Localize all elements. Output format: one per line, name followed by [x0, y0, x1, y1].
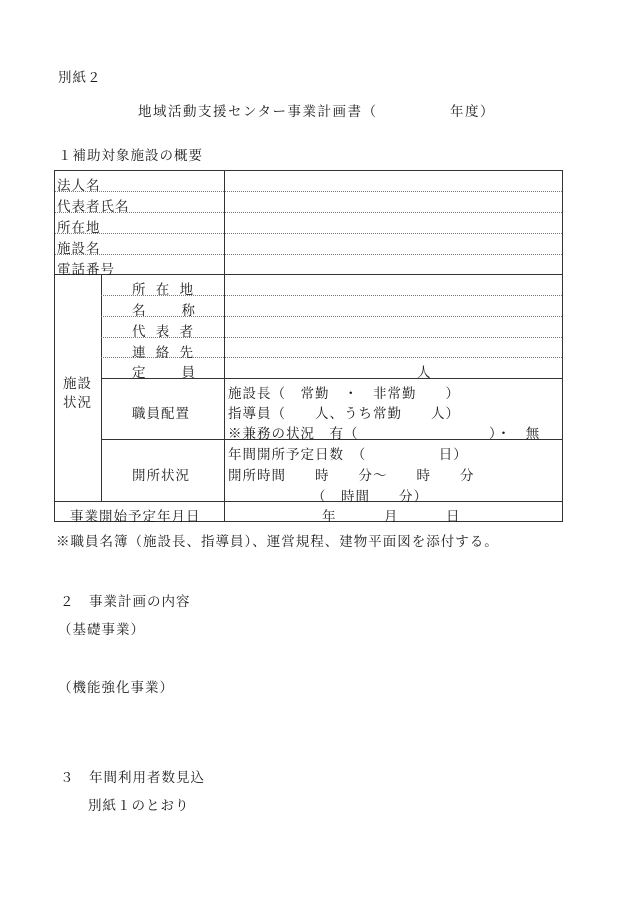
attachment-label: 別紙２: [58, 70, 102, 86]
staff-line-instructor: 指導員（ 人、うち常勤 人）: [228, 406, 460, 422]
section1-heading: １補助対象施設の概要: [58, 148, 203, 164]
section3-body: 別紙１のとおり: [88, 798, 190, 814]
opening-line-hours: 開所時間 時 分～ 時 分: [228, 468, 475, 484]
section2-enhanced-project: （機能強化事業）: [58, 680, 174, 696]
opening-line-days: 年間開所予定日数 （ 日）: [228, 447, 468, 463]
table-divider-value: [224, 171, 225, 521]
label-facility-representative: 代 表 者: [132, 324, 197, 340]
staff-line-concurrent: ※兼務の状況 有（ ）・ 無: [228, 426, 541, 442]
staff-line-director: 施設長（ 常勤 ・ 非常勤 ）: [228, 386, 460, 402]
label-opening-status: 開所状況: [132, 468, 190, 484]
label-facility-name: 施設名: [57, 241, 101, 257]
label-facility-capacity: 定 員: [132, 365, 198, 381]
attachment-note: ※職員名簿（施設長、指導員）、運営規程、建物平面図を添付する。: [56, 534, 499, 550]
label-facility-title: 名 称: [132, 303, 198, 319]
table-rule: [55, 233, 562, 234]
section2-heading: ２ 事業計画の内容: [60, 594, 191, 610]
title-main: 地域活動支援センター事業計画書（: [138, 104, 378, 120]
label-staff-allocation: 職員配置: [132, 406, 190, 422]
start-date-year: 年: [322, 509, 337, 525]
facility-group-label-1: 施設: [63, 376, 92, 392]
label-representative-name: 代表者氏名: [57, 199, 130, 215]
label-phone-number: 電話番号: [57, 262, 115, 278]
table-rule: [55, 254, 562, 255]
label-facility-location: 所 在 地: [132, 282, 197, 298]
label-corporation-name: 法人名: [57, 178, 101, 194]
table-divider-group: [101, 274, 102, 501]
section3-heading: ３ 年間利用者数見込: [60, 770, 205, 786]
table-rule-start-date: [55, 501, 562, 502]
facility-group-label-2: 状況: [63, 395, 92, 411]
label-address: 所在地: [57, 220, 101, 236]
table-rule: [55, 191, 562, 192]
capacity-unit: 人: [417, 365, 432, 381]
table-rule-facility-start: [55, 274, 562, 275]
label-start-date: 事業開始予定年月日: [70, 509, 201, 525]
label-facility-contact: 連 絡 先: [132, 345, 197, 361]
table-rule: [55, 212, 562, 213]
title-year-suffix: 年度）: [450, 104, 495, 120]
opening-line-duration: （ 時間 分）: [312, 489, 428, 505]
start-date-month: 月: [384, 509, 399, 525]
start-date-day: 日: [446, 509, 461, 525]
section2-basic-project: （基礎事業）: [58, 622, 145, 638]
